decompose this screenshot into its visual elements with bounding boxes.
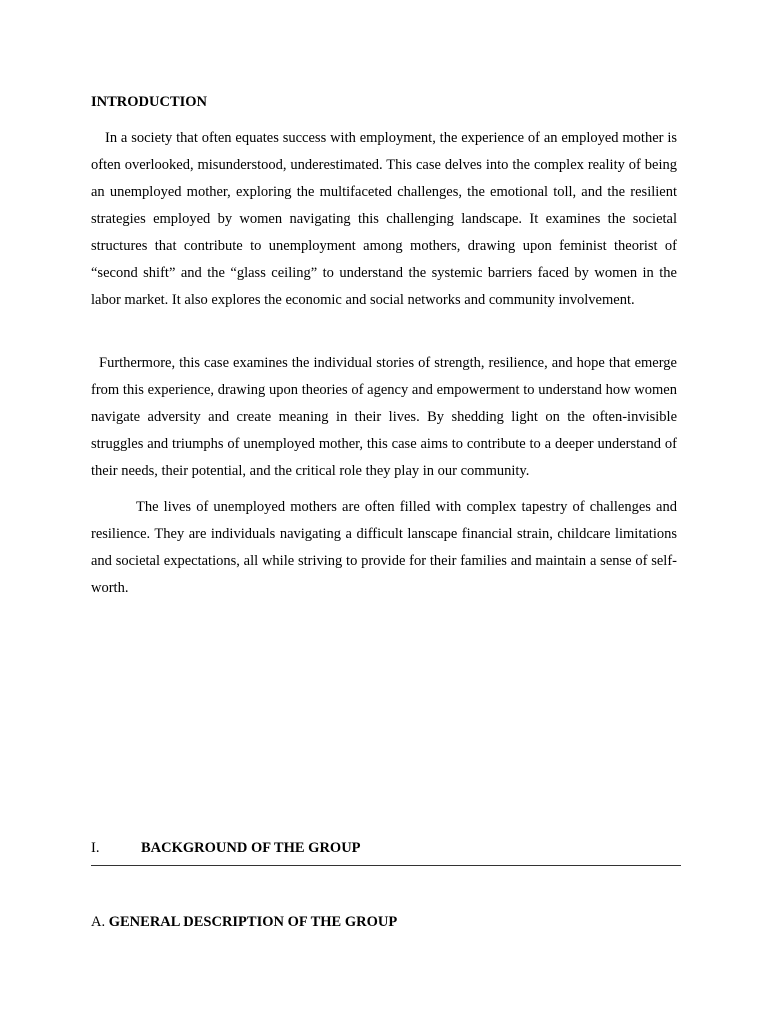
subsection-title: GENERAL DESCRIPTION OF THE GROUP xyxy=(108,914,398,930)
section-divider xyxy=(91,865,681,866)
subsection-letter: A. xyxy=(91,914,106,930)
paragraph-2: Furthermore, this case examines the individual stories of strength, resilience, and hope that emerge from this experience, drawing upon theories of agency and empowerment to understand how women navigate adversity and create meaning in their lives. By shedding light on the often-invisible struggles and triumphs of unemployed mother, this case aims to contribute to a deeper understand of their needs, their potential, and the critical role they play in our community. xyxy=(91,355,677,479)
section-number: I. xyxy=(91,840,100,856)
section-title: BACKGROUND OF THE GROUP xyxy=(141,840,361,856)
paragraph-3: The lives of unemployed mothers are often filled with complex tapestry of challenges and resilience. They are individuals navigating a difficult lanscape financial strain, childcare limitations and societal expectations, all while striving to provide for their families and maintain a sense of self-worth. xyxy=(91,499,677,596)
intro-heading: INTRODUCTION xyxy=(91,94,208,110)
paragraph-1: In a society that often equates success with employment, the experience of an employed mother is often overlooked, misunderstood, underestimated. This case delves into the complex reality of being an unemployed mother, exploring the multifaceted challenges, the emotional toll, and the resilient strategies employed by women navigating this challenging landscape. It examines the societal structures that contribute to unemployment among mothers, drawing upon feminist theorist of “second shift” and the “glass ceiling” to understand the systemic barriers faced by women in the labor market. It also explores the economic and social networks and community involvement. xyxy=(91,130,677,308)
section-heading xyxy=(91,838,681,858)
subsection-heading xyxy=(91,912,397,932)
